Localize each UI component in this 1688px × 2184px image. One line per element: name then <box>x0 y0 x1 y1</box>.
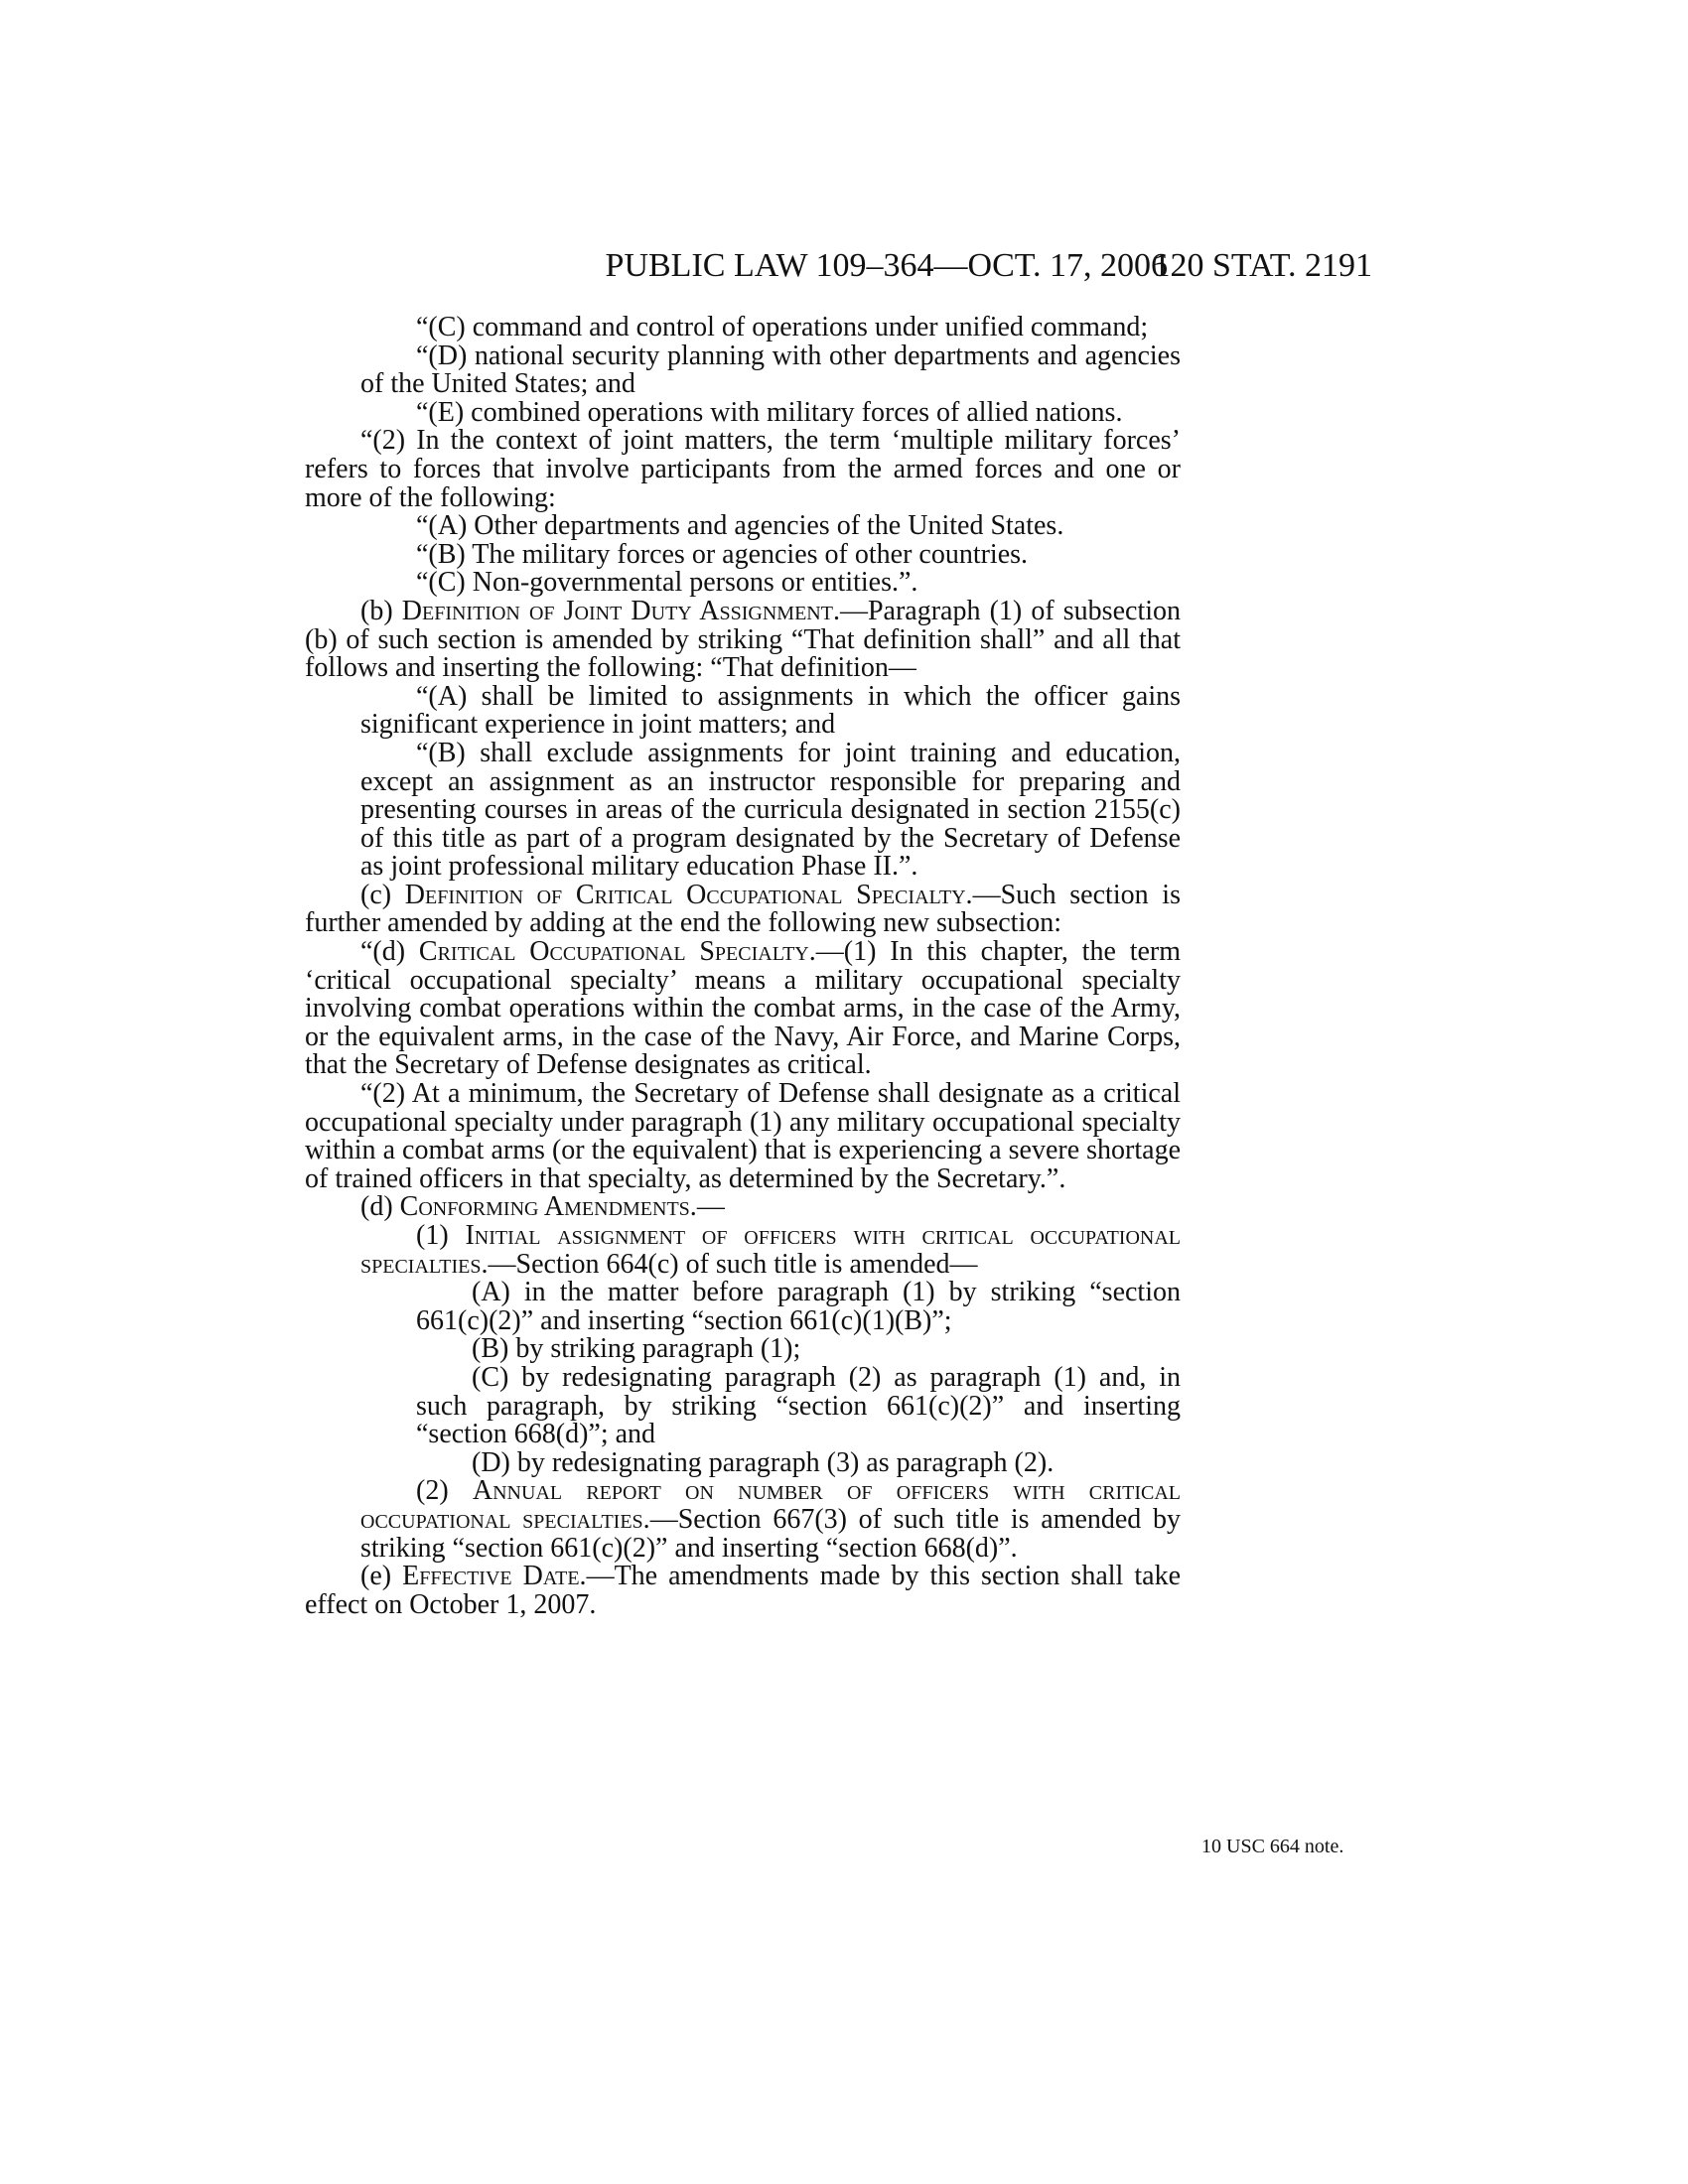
margin-citation-note: 10 USC 664 note. <box>1201 1836 1344 1857</box>
paragraph-2-multiple-forces: “(2) In the context of joint matters, the term ‘multiple military forces’ refers to forces that involve participants from the armed forces and one or more of the following: <box>305 425 1181 513</box>
paragraph-heading: Annual report on number of officers with critical occupational specialties. <box>360 1475 1181 1535</box>
clause-b-striking: (B) by striking paragraph (1); <box>472 1333 801 1365</box>
clause-a-matter-before: (A) in the matter before paragraph (1) by striking “section 661(c)(2)” and inserting “section 661(c)(1)(B)”; <box>416 1277 1181 1336</box>
paragraph-2-annual-report: (2) Annual report on number of officers with critical occupational specialties.—Section 667(3) of such title is amended by striking “section 661(c)(2)” and inserting “section 668(d)”. <box>360 1475 1181 1564</box>
subsection-heading: Conforming Amendments. <box>399 1191 697 1223</box>
subsection-heading: Definition of Critical Occupational Specialty. <box>404 879 973 910</box>
page-stat-number: 120 STAT. 2191 <box>1153 247 1372 284</box>
paragraph-2-minimum-designation: “(2) At a minimum, the Secretary of Defense shall designate as a critical occupational specialty under paragraph (1) any military occupational specialty within a combat arms (or the equivalent) that is experiencing a severe shortage of trained officers in that specialty, as determined by the Secretary.”. <box>305 1078 1181 1194</box>
paragraph-c-non-governmental: “(C) Non-governmental persons or entities.”. <box>416 567 918 599</box>
subsection-b-joint-duty: (b) Definition of Joint Duty Assignment.—Paragraph (1) of subsection (b) of such section is amended by striking “That definition shall” and all that follows and inserting the following: “That definition— <box>305 595 1181 684</box>
subsection-heading: Critical Occupational Specialty. <box>418 936 816 968</box>
running-header-title: PUBLIC LAW 109–364—OCT. 17, 2006 <box>605 247 1168 284</box>
statute-body <box>305 314 1181 1619</box>
paragraph-b-other-countries: “(B) The military forces or agencies of other countries. <box>416 538 1029 570</box>
subsection-heading: Definition of Joint Duty Assignment. <box>401 595 840 626</box>
paragraph-b-exclude-assignments: “(B) shall exclude assignments for joint training and education, except an assignment as an instructor responsible for preparing and presenting courses in areas of the curricula designated in section 2155(c) of this title as part of a program designated by the Secretary of Defense as joint professional military education Phase II.”. <box>360 737 1181 883</box>
paragraph-d-national-security: “(D) national security planning with other departments and agencies of the United States; and <box>360 340 1181 400</box>
paragraph-c-command: “(C) command and control of operations under unified command; <box>416 312 1149 342</box>
new-subsection-d: “(d) Critical Occupational Specialty.—(1) In this chapter, the term ‘critical occupational specialty’ means a military occupational specialty involving combat operations within the combat arms, in the case of the Army, or the equivalent arms, in the case of the Navy, Air Force, and Marine Corps, that the Secretary of Defense designates as critical. <box>305 936 1182 1081</box>
clause-c-redesignating: (C) by redesignating paragraph (2) as paragraph (1) and, in such paragraph, by striking “section 661(c)(2)” and inserting “section 668(d)”; and <box>416 1361 1181 1450</box>
paragraph-1-initial-assignment: (1) Initial assignment of officers with critical occupational specialties.—Section 664(c) of such title is amended— <box>360 1220 1181 1280</box>
subsection-d-conforming: (d) Conforming Amendments.— <box>360 1191 725 1223</box>
subsection-heading: Effective Date. <box>402 1561 587 1592</box>
paragraph-e-combined-operations: “(E) combined operations with military forces of allied nations. <box>416 396 1123 428</box>
clause-d-redesignating: (D) by redesignating paragraph (3) as paragraph (2). <box>472 1446 1055 1478</box>
subsection-e-effective-date: (e) Effective Date.—The amendments made by this section shall take effect on October 1, 2007. <box>305 1561 1182 1620</box>
subsection-c-critical-specialty: (c) Definition of Critical Occupational Specialty.—Such section is further amended by adding at the end the following new subsection: <box>305 879 1181 939</box>
paragraph-heading: Initial assignment of officers with critical occupational specialties. <box>360 1220 1181 1280</box>
paragraph-a-other-departments: “(A) Other departments and agencies of the United States. <box>416 510 1064 542</box>
paragraph-a-limited-assignments: “(A) shall be limited to assignments in which the officer gains significant experience in joint matters; and <box>360 680 1181 741</box>
